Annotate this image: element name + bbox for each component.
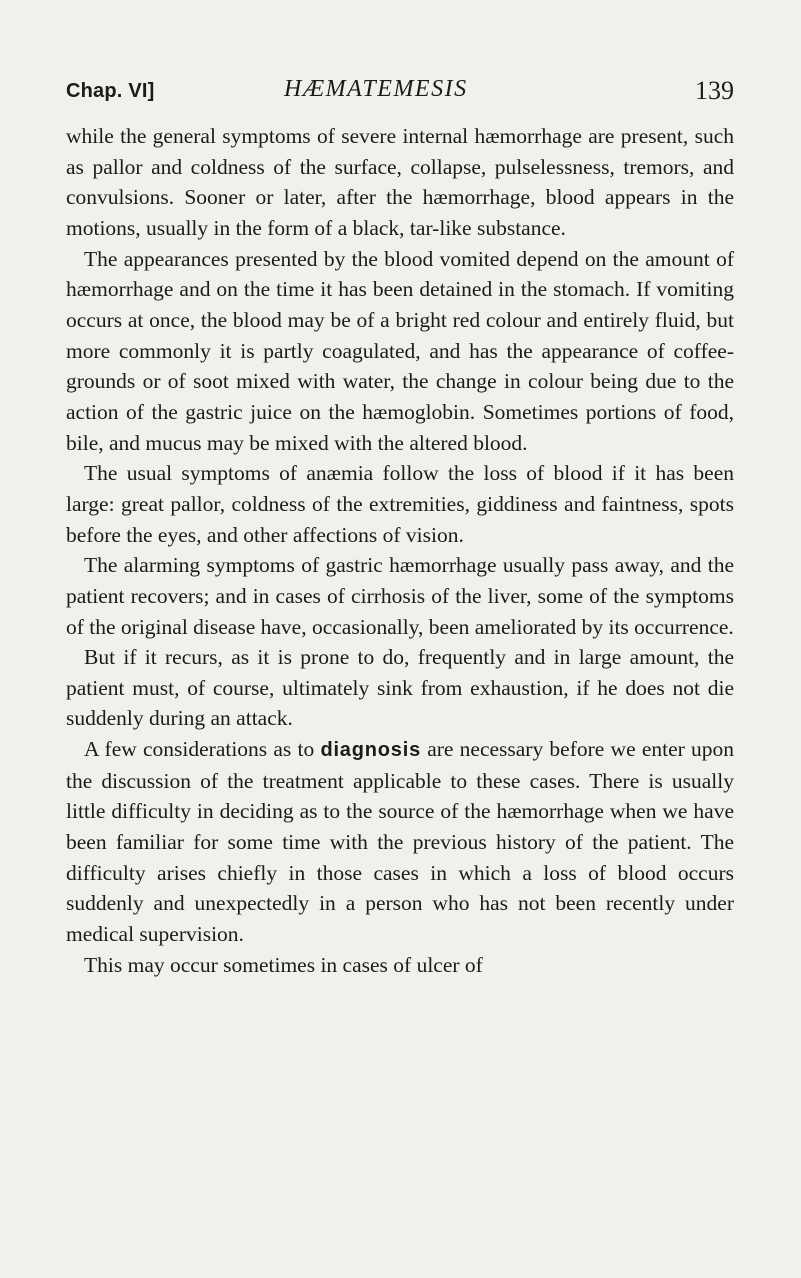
paragraph-blood-appearance: The appearances presented by the blood vomited depend on the amount of hæmorrhage and on the time it has been detained in the stomach. If vomiting occurs at once, the blood may be of a bright red colour and entirely fluid, but more commonly it is partly coagulated, and has the appearance of coffee-grounds or of soot mixed with water, the change in colour being due to the action of the gastric juice on the hæmoglobin. Sometimes portions of food, bile, and mucus may be mixed with the altered blood. [66,246,734,455]
paragraph-recurrence: But if it recurs, as it is prone to do, frequently and in large amount, the patient must, of course, ultimately sink from exhaustion, if he does not die suddenly during an attack. [66,645,734,731]
paragraph-diagnosis [66,734,734,950]
running-header [66,76,734,112]
paragraph-anaemia-symptoms: The usual symptoms of anæmia follow the loss of blood if it has been large: great pallor, coldness of the extremities, giddiness and faintness, spots before the eyes, and other affections of vision. [66,461,734,547]
diagnosis-term: diagnosis [320,739,421,762]
page-body [66,121,734,980]
paragraph-recovery: The alarming symptoms of gastric hæmorrhage usually pass away, and the patient recovers; and in cases of cirrhosis of the liver, some of the symptoms of the original disease have, occasionally, been ameliorated by its occurrence. [66,553,734,639]
diagnosis-text-before: A few considerations as to [84,737,321,762]
paragraph-continued: while the general symptoms of severe internal hæmorrhage are present, such as pallor and coldness of the surface, collapse, pulselessness, tremors, and convulsions. Sooner or later, after the hæmorrhage, blood appears in the motions, usually in the form of a black, tar-like substance. [66,124,734,240]
diagnosis-text-after: are necessary before we enter upon the discussion of the treatment applicable to these cases. There is usually little difficulty in deciding as to the source of the hæmorrhage when we have been familiar for some time with the previous history of the patient. The difficulty arises chiefly in those cases in which a loss of blood occurs suddenly and unexpectedly in a person who has not been recently under medical supervision. [66,737,734,947]
paragraph-ulcer: This may occur sometimes in cases of ulcer of [84,952,483,977]
page-number: 139 [695,76,734,105]
running-title: HÆMATEMESIS [284,76,468,102]
chapter-label: Chap. VI] [66,80,155,102]
